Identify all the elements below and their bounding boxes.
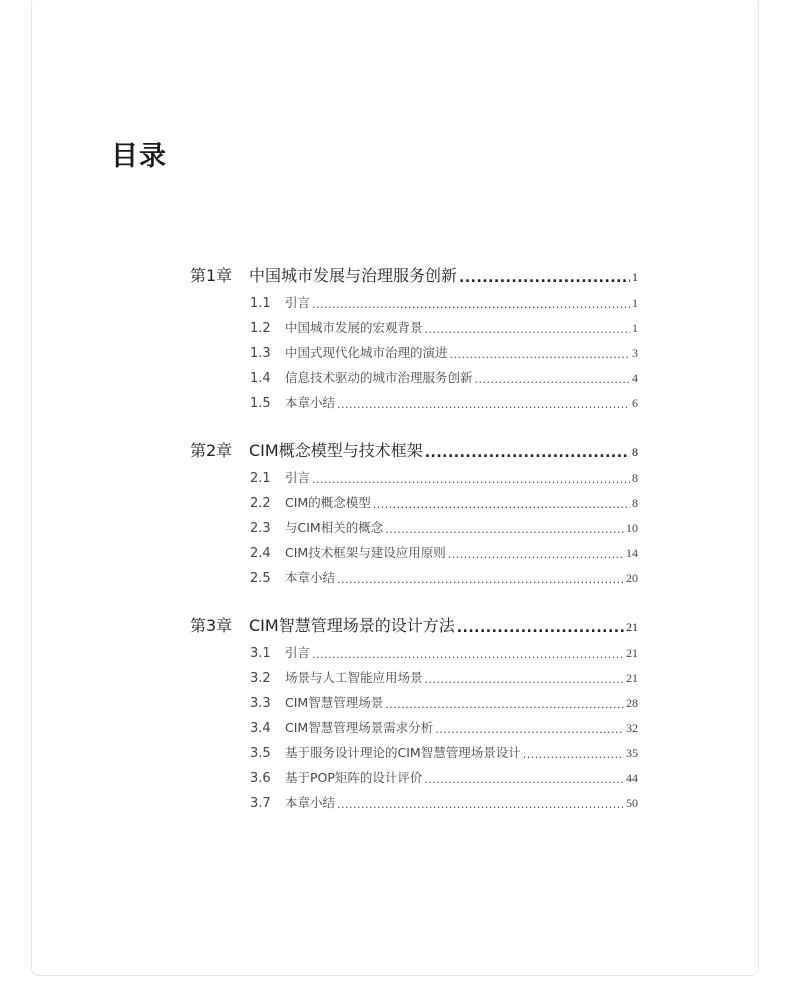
section-title: CIM智慧管理场景需求分析 (285, 720, 434, 735)
section-number: 1.1 (250, 296, 271, 311)
page-number: 20 (626, 571, 638, 585)
toc-section-1-1[interactable] (250, 293, 638, 311)
toc-section-3-1[interactable] (250, 643, 638, 661)
section-number: 3.5 (250, 746, 271, 761)
dot-leader (337, 571, 624, 584)
page-number: 1 (632, 321, 638, 335)
section-title: 中国城市发展的宏观背景 (285, 320, 423, 335)
section-title: CIM技术框架与建设应用原则 (285, 545, 446, 560)
toc-chapter-3[interactable] (190, 613, 638, 636)
page-number: 8 (632, 496, 638, 510)
toc-section-1-5[interactable] (250, 393, 638, 411)
section-title: 本章小结 (285, 395, 336, 410)
page-number: 8 (632, 445, 638, 459)
toc-section-3-4[interactable] (250, 718, 638, 736)
dot-leader (459, 267, 630, 283)
section-title: 引言 (285, 645, 311, 660)
section-number: 3.3 (250, 696, 271, 711)
toc-section-2-4[interactable] (250, 543, 638, 561)
page-number: 10 (626, 521, 638, 535)
section-title: 引言 (285, 470, 311, 485)
chapter-title: 中国城市发展与治理服务创新 (249, 266, 458, 285)
page-title: 目录 (111, 141, 167, 172)
chapter-number: 第1章 (190, 266, 233, 285)
toc-section-3-3[interactable] (250, 693, 638, 711)
dot-leader (425, 321, 630, 334)
section-number: 2.4 (250, 546, 271, 561)
section-title: 本章小结 (285, 795, 336, 810)
toc-section-1-4[interactable] (250, 368, 638, 386)
section-number: 1.4 (250, 371, 271, 386)
dot-leader (337, 796, 624, 809)
dot-leader (424, 771, 624, 784)
toc-section-3-6[interactable] (250, 768, 638, 786)
dot-leader (373, 496, 630, 509)
section-title: CIM智慧管理场景 (285, 695, 384, 710)
dot-leader (425, 442, 630, 458)
section-title: 信息技术驱动的城市治理服务创新 (285, 370, 473, 385)
section-number: 3.1 (250, 646, 271, 661)
page-number: 1 (632, 296, 638, 310)
section-number: 2.5 (250, 571, 271, 586)
section-title: 与CIM相关的概念 (285, 520, 384, 535)
dot-leader (425, 671, 624, 684)
page-number: 44 (626, 771, 638, 785)
page-number: 3 (632, 346, 638, 360)
section-title: CIM的概念模型 (285, 495, 371, 510)
section-number: 3.6 (250, 771, 271, 786)
page-number: 8 (632, 471, 638, 485)
toc-chapter-1[interactable] (190, 263, 638, 286)
dot-leader (435, 721, 624, 734)
section-number: 1.5 (250, 396, 271, 411)
dot-leader (475, 371, 630, 384)
page-number: 50 (626, 796, 638, 810)
section-number: 1.3 (250, 346, 271, 361)
page-number: 21 (626, 620, 638, 634)
section-title: 基于服务设计理论的CIM智慧管理场景设计 (285, 745, 521, 760)
section-number: 3.7 (250, 796, 271, 811)
toc-section-3-7[interactable] (250, 793, 638, 811)
toc-section-2-5[interactable] (250, 568, 638, 586)
section-number: 1.2 (250, 321, 271, 336)
section-number: 3.2 (250, 671, 271, 686)
section-number: 2.2 (250, 496, 271, 511)
dot-leader (523, 746, 624, 759)
chapter-title: CIM智慧管理场景的设计方法 (249, 616, 455, 635)
section-number: 3.4 (250, 721, 271, 736)
dot-leader (385, 696, 624, 709)
section-title: 引言 (285, 295, 311, 310)
page-number: 35 (626, 746, 638, 760)
dot-leader (337, 396, 630, 409)
toc-section-2-1[interactable] (250, 468, 638, 486)
toc-chapter-2[interactable] (190, 438, 638, 461)
section-title: 本章小结 (285, 570, 336, 585)
chapter-number: 第3章 (190, 616, 233, 635)
page-number: 32 (626, 721, 638, 735)
page-number: 6 (632, 396, 638, 410)
page-number: 21 (626, 646, 638, 660)
toc-section-2-2[interactable] (250, 493, 638, 511)
dot-leader (312, 296, 630, 309)
dot-leader (450, 346, 630, 359)
page-number: 21 (626, 671, 638, 685)
section-number: 2.3 (250, 521, 271, 536)
dot-leader (312, 471, 630, 484)
toc-section-3-2[interactable] (250, 668, 638, 686)
dot-leader (312, 646, 624, 659)
dot-leader (385, 521, 624, 534)
page-number: 4 (632, 371, 638, 385)
section-title: 基于POP矩阵的设计评价 (285, 770, 423, 785)
section-number: 2.1 (250, 471, 271, 486)
dot-leader (457, 617, 624, 633)
toc-section-3-5[interactable] (250, 743, 638, 761)
toc-section-1-3[interactable] (250, 343, 638, 361)
page-number: 1 (632, 270, 638, 284)
dot-leader (448, 546, 624, 559)
page-number: 14 (626, 546, 638, 560)
toc-section-1-2[interactable] (250, 318, 638, 336)
chapter-number: 第2章 (190, 441, 233, 460)
chapter-title: CIM概念模型与技术框架 (249, 441, 423, 460)
section-title: 场景与人工智能应用场景 (285, 670, 423, 685)
page-number: 28 (626, 696, 638, 710)
section-title: 中国式现代化城市治理的演进 (285, 345, 448, 360)
toc-section-2-3[interactable] (250, 518, 638, 536)
